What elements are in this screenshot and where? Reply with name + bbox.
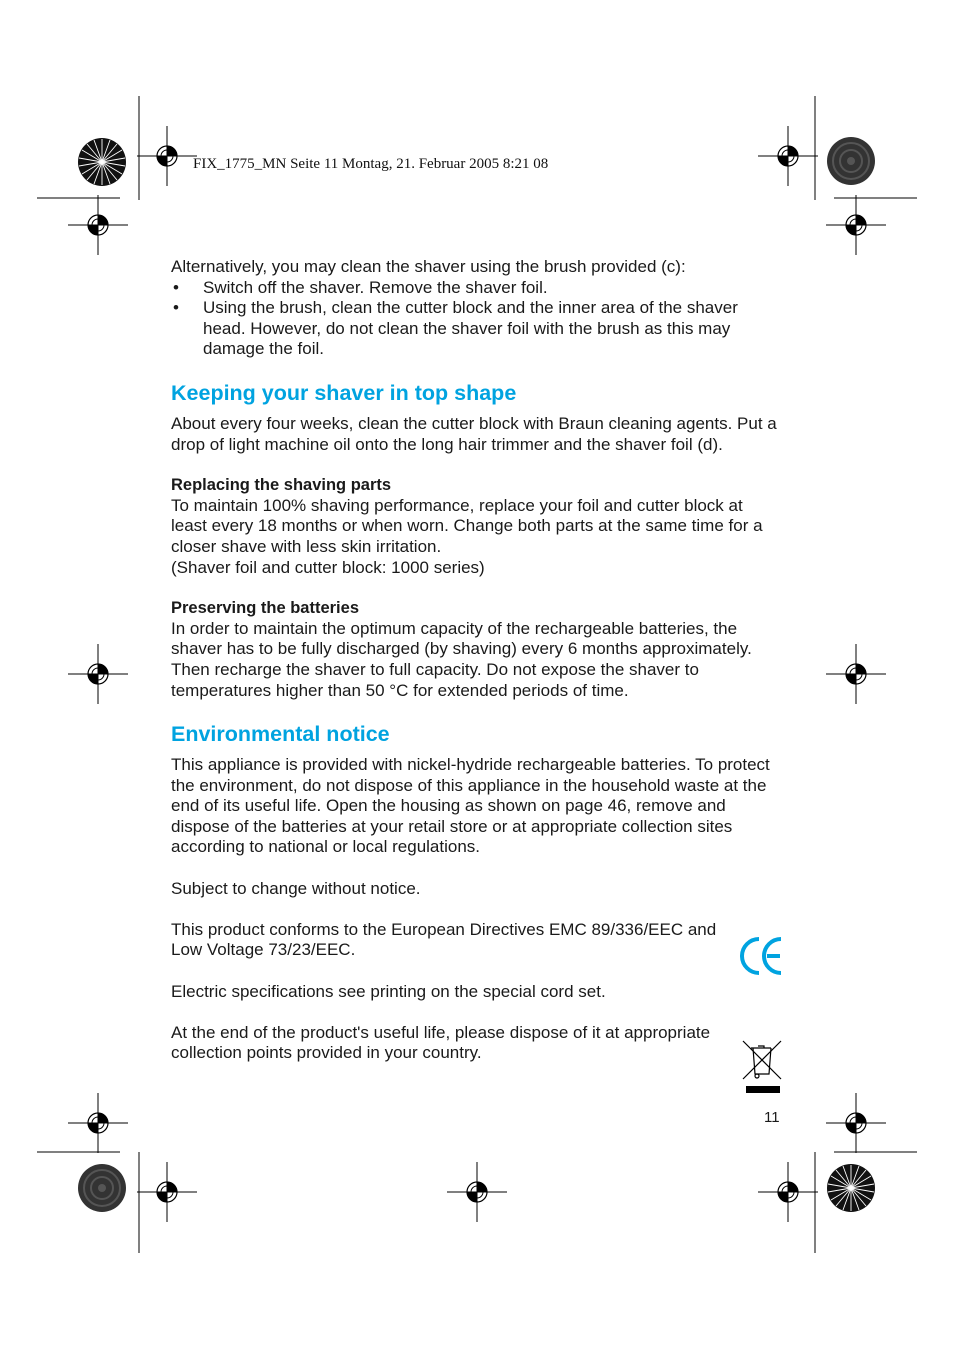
replacing-note: (Shaver foil and cutter block: 1000 series) xyxy=(171,557,485,577)
bullet-text: Using the brush, clean the cutter block and the inner area of the shaver head. However, do not clean the shaver foil with the brush as this may damage the foil. xyxy=(203,298,738,359)
heading-keeping-shaver: Keeping your shaver in top shape xyxy=(171,380,517,405)
environment-body: This appliance is provided with nickel-hydride rechargeable batteries. To protect the environment, do not dispose of this appliance in the household waste at the end of its useful life. Open the housing as shown on page 46, remove and dispose of the batteries at your retail store or at appropriate collection sites according to national or local regulations. xyxy=(171,755,770,857)
keeping-body: About every four weeks, clean the cutter block with Braun cleaning agents. Put a drop of light machine oil onto the long hair trimmer and the shaver foil (d). xyxy=(171,413,777,454)
list-item xyxy=(171,298,783,360)
list-item xyxy=(171,278,783,299)
bullet-marker: • xyxy=(173,298,179,318)
replacing-body: To maintain 100% shaving performance, replace your foil and cutter block at least every 18 months or when worn. Change both parts at the same time for a closer shave with less skin irritation. xyxy=(171,495,763,556)
bullet-marker: • xyxy=(173,277,179,297)
intro-bullet-list xyxy=(171,278,783,360)
subheading-preserving-batteries: Preserving the batteries xyxy=(171,599,359,618)
bullet-text: Switch off the shaver. Remove the shaver foil. xyxy=(203,277,548,297)
ce-mark-icon xyxy=(740,936,784,976)
page-number: 11 xyxy=(764,1109,780,1126)
print-slug-header: FIX_1775_MN Seite 11 Montag, 21. Februar 2005 8:21 08 xyxy=(193,156,549,172)
electric-specs: Electric specifications see printing on the special cord set. xyxy=(171,981,606,1001)
subheading-replacing-parts: Replacing the shaving parts xyxy=(171,476,392,495)
page-content xyxy=(171,257,783,1064)
change-notice: Subject to change without notice. xyxy=(171,878,421,898)
intro-lead: Alternatively, you may clean the shaver using the brush provided (c): xyxy=(171,257,686,276)
batteries-body: In order to maintain the optimum capacity of the rechargeable batteries, the shaver has to be fully discharged (by shaving) every 6 months approximately. Then recharge the shaver to full capacity. Do not expose the shaver to temperatures higher than 50 °C for extended periods of time. xyxy=(171,618,752,700)
disposal-statement: At the end of the product's useful life, please dispose of it at appropriate collection points provided in your country. xyxy=(171,1022,711,1063)
heading-environmental-notice: Environmental notice xyxy=(171,722,390,747)
conformity-statement: This product conforms to the European Directives EMC 89/336/EEC and Low Voltage 73/23/EEC. xyxy=(171,919,717,960)
crossed-out-bin-icon xyxy=(740,1038,784,1096)
